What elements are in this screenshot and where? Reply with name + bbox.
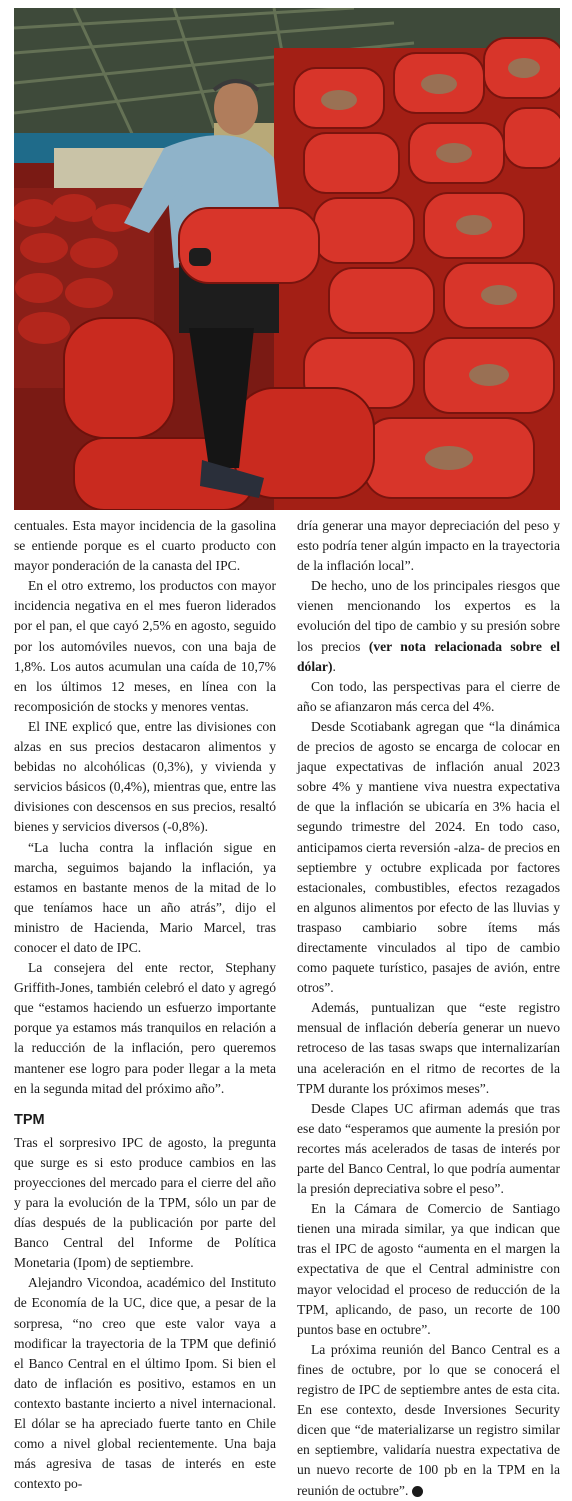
paragraph bbox=[297, 576, 560, 676]
photo-market-worker-onion-sacks bbox=[14, 8, 560, 510]
paragraph: Además, puntualizan que “este registro mensual de inflación debería generar un nuevo retroceso de las tasas swaps que internalizarían una aceleración en el ritmo de recortes de la TPM durante los próximos meses”. bbox=[297, 1000, 560, 1096]
paragraph: Alejandro Vicondoa, académico del Instituto de Economía de la UC, dice que, a pesar de la sorpresa, “no creo que este valor vaya a modificar la trayectoria de la TPM que definió el Banco Central en el último Ipom. Si bien el dato de inflación es positivo, estamos en un contexto bastante incierto a nivel internacional. El dólar se ha apreciado fuerte tanto en Chile como a nivel global recientemente. Una baja más agresiva de tasas de interés en este contexto po- bbox=[14, 1275, 276, 1492]
paragraph-text: La próxima reunión del Banco Central es a fines de octubre, por lo que se conocerá el registro de IPC de septiembre antes de esta cita. En ese contexto, desde Inversiones Security dicen que “de materializarse un registro similar en septiembre, validaría nuestra expectativa de un nuevo recorte de 100 pb en la TPM en la reunión de octubre”. bbox=[297, 1341, 560, 1498]
paragraph-text-end: . bbox=[332, 658, 336, 674]
paragraph: En el otro extremo, los productos con mayor incidencia negativa en el mes fueron liderados por el pan, el que cayó 2,5% en agosto, seguido por los automóviles nuevos, con una baja de 1,8%. Los autos acumulan una caída de 10,7% en los últimos 12 meses, en línea con la recomposición de stocks y menores ventas. bbox=[14, 578, 276, 714]
left-column bbox=[14, 516, 276, 1494]
paragraph: Desde Scotiabank agregan que “la dinámica de precios de agosto se encarga de colocar en jaque expectativas de inflación anual 2023 sobre 4% y mantiene viva nuestra expectativa de que la inflación se ubicaría en 3% hacia el segundo trimestre del 2024. En todo caso, anticipamos cierta reversión -alza- de precios en septiembre y octubre explicada por factores estacionales, combustibles, efectos rezagados en algunos alimentos por efecto de las lluvias y traspaso cambiario sobre ítems más directamente vinculados al tipo de cambio como paquete turístico, pasajes de avión, entre otros”. bbox=[297, 718, 560, 996]
paragraph: Con todo, las perspectivas para el cierre de año se afianzaron más cerca del 4%. bbox=[297, 678, 560, 714]
paragraph-text: De hecho, uno de los principales riesgos que vienen mencionando los expertos es la evolución del tipo de cambio y su presión sobre los precios bbox=[297, 578, 560, 654]
paragraph: La consejera del ente rector, Stephany Griffith-Jones, también celebró el dato y agregó que “estamos haciendo un esfuerzo importante porque ya estamos más tranquilos en relación a la reducción de la inflación, pero queremos mantener ese logro para poder llegar a la meta en la segunda mitad del próximo año”. bbox=[14, 960, 276, 1096]
section-heading: TPM bbox=[14, 1111, 45, 1128]
article-photo bbox=[14, 8, 560, 510]
paragraph: centuales. Esta mayor incidencia de la gasolina se entiende porque es el cuarto producto con mayor ponderación de la canasta del IPC. bbox=[14, 518, 276, 574]
right-column bbox=[297, 516, 560, 1501]
paragraph: En la Cámara de Comercio de Santiago tienen una mirada similar, ya que indican que tras el IPC de agosto “aumenta en el margen la expectativa de que el Central administre con mayor velocidad el proceso de reducción de la TPM, aplicando, de paso, un recorte de 100 puntos base en octubre”. bbox=[297, 1201, 560, 1337]
paragraph: Tras el sorpresivo IPC de agosto, la pregunta que surge es si esto produce cambios en las proyecciones del mercado para el cierre del año y para la evolución de la TPM, sólo un par de días después de la publicación por parte del Banco Central del Informe de Política Monetaria (Ipom) de septiembre. bbox=[14, 1134, 276, 1271]
end-of-article-icon: P bbox=[412, 1486, 423, 1497]
related-note-reference: (ver nota relacionada sobre el dólar) bbox=[297, 638, 560, 674]
paragraph: El INE explicó que, entre las divisiones con alzas en sus precios destacaron alimentos y bebidas no alcohólicas (0,3%), y vivienda y servicios básicos (0,4%), mientras que, entre las divisiones con descensos en sus precios, resaltó bienes y servicios diversos (-0,8%). bbox=[14, 718, 276, 835]
paragraph: “La lucha contra la inflación sigue en marcha, seguimos bajando la inflación, ya estamos en bastante menos de la mitad de lo que teníamos hace un año atrás”, dijo el ministro de Hacienda, Mario Marcel, tras conocer el dato de IPC. bbox=[14, 839, 276, 955]
paragraph: Desde Clapes UC afirman además que tras ese dato “esperamos que aumente la presión por recortes más acelerados de tasas de interés por parte del Banco Central, lo que podría aumentar la presión depreciativa sobre el peso”. bbox=[297, 1100, 560, 1197]
paragraph: dría generar una mayor depreciación del peso y esto podría tener algún impacto en la trayectoria de la inflación local”. bbox=[297, 518, 560, 574]
paragraph bbox=[297, 1340, 560, 1501]
